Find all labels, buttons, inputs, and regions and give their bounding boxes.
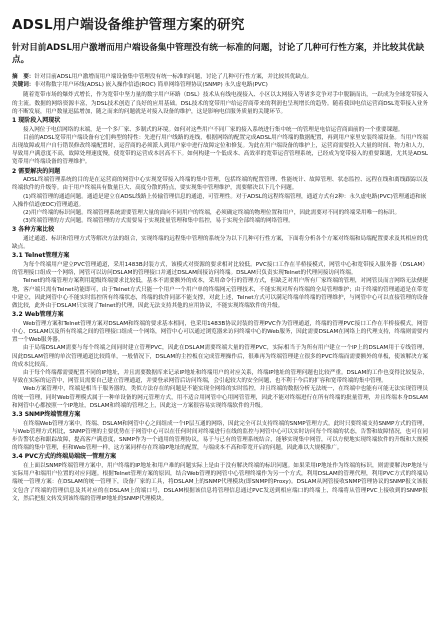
body-paragraph: ADSL终端管理系统的目的是在运营商的网管中心实现宽带接入终端的集中管理，包括终端的配置管理、性能统计、故障管理、状态监控、远程在线和离线跟踪以及终端软件的升级等。由于用户终端具有数量巨大、高度分散的特点，要实现集中管理维护，需要解决以下几个问题。	[12, 177, 428, 192]
section-heading: 3.3 SNMP终端管理方案	[12, 411, 81, 419]
keywords	[12, 81, 428, 89]
keywords-label: 关键词：	[12, 82, 35, 89]
section-heading: 3 各种方案比较	[12, 226, 55, 234]
body-paragraph: (1)终端管理的通道问题。通道是建立在ADSL线路上传输管理信息的通道，可管理性。对于ADSL的远程终端管理，通道方式有2种：永久虚电路(PVC)管理通道和嵌入操作信道(EOC)管理通道。	[12, 193, 427, 208]
abstract-label: 摘 要：	[12, 74, 35, 80]
section-heading: 2 需要解决的问题	[12, 167, 61, 175]
section-heading: 1 现阶段入网现状	[12, 117, 61, 125]
body-paragraph: 通过通道、标识和管理方式等解决方法的组合，实现终端的远程集中管理的系统分为以下几种可行性方案，下面将分析各个方案对终端和局端配置要求及其相应的优缺点。	[12, 236, 428, 251]
body-paragraph: 由于每个终端都需要配置不同的IP地址，并且需要数据库来记录IP地址和终端用户的对应关系，终端IP地址的管理问题也比较严重。DSLAM的工作也变得比较复杂，导致在实际的运营中，网管员需要自己建立管理通道，并要登录网管后访问终端，会引起较大的安全问题，也不利于今后的扩容和宽带终端的集中管理。	[12, 370, 428, 385]
abstract	[12, 73, 428, 81]
body-paragraph: 目前的ADSL宽带用户端设备有它们典型的特性：先进行用户线路的连线，根据网络的配置完成ADSL用户终端的数据配置，再到用户家里安装终端设备。当用户终端出现故障或用户自行错误修改终端配置时，运营商的必须派人到用户家中进行故障定位和修复。为此在用户端设备的维护上，运营商需要投入大量的时间、物力和人力，导致用户满意度不高，故障处理速度慢，使宽带的运营成本居高不下。如何构建一个低成本、高效率的宽带运营管理系统，已经成为宽带接入的重要课题，尤其是ADSL宽带用户终端设备的管理维护。	[12, 134, 428, 166]
abstract-text: 针对目前ADSL用户激增而用户端设备集中管理没有统一标准的问题，讨论了几种可行性方案，并比较其优缺点。	[34, 74, 313, 80]
body-paragraph: (2)用户终端的标识问题。终端管理系统需要管理大量的面向不同用户的终端，必须确定终端的物理位置和用户，因此需要对不同的终端采用唯一的标识。	[23, 210, 401, 217]
section-heading: 3.2 Web管理方案	[12, 311, 64, 319]
paper-body	[12, 91, 428, 503]
body-paragraph: 接入网位于电信网络的末端，是一个多厂家、多制式的环境。如何对这些用户不同厂家的接入系统进行集中统一的管理是电信运营商面前的一个重要课题。	[23, 126, 404, 133]
body-paragraph: 随着宽带市场的爆炸式增长，作为宽带中坚力量的数字用户环路（DSL）技术从有线电视接入、小区以太网接入等诸多竞争对手中脱颖而出，一跃成为全球宽带接入的主流。数据的网络资源丰富，为DSL技术创造了良好的应用基础。DSL技术的宽带用户给运营商带来的利润也呈现增长的趋势。随着我国电信运营商DSL宽带接入业务的不断发展，用户数量迅猛增加，随之而来的问题就是对接入设备的维护，这是影响电信服务质量的关键环节。	[12, 92, 428, 115]
body-paragraph: 在上面以SNMP终端管理方案中，用户终端的IP地址和用户难的问题实际上是由于没有解决终端的标识问题。如果采用IP地址作为终端的标识，则需要解决IP地址与实际用户和端用户位置的对应问题。根据Telnet管理方案的原因，结合Web管理的网管中心管理终端作为另一个方式，利用DSLAM的管理代理，利用PVC方式的终端局端统一管理方案：在DSLAM的统一管理下，设备厂家的工具，将DSLAM上的SNMP代理模块(即SNMP的Proxy)。DSLAM从网管接收SNMP管理协议的SNMP报文该报文包含了终端的管理信息及其对应的在DSLAM上的端口号，DSLAM根据该信息将管理信息通过PVC发送到相应端口的终端上，终端将从管理PVC上接收到的SNMP报文，然后把报文转发到该终端的管理IP地址的SNMP代理模块。	[12, 463, 428, 502]
keywords-text: 非对称数字用户环线(ADSL) 嵌入操作信道(ROC) 简单网络管理协议(SNMP) 永久虚电路(PVC)	[34, 82, 268, 89]
body-paragraph: 由于局端DSLAM需要与每个终端之间同时建立管理PVC，因此在DSLAM需要终端大量的管理PVC，实际相当于为所有用户建立一个IP上的DSLAM用于专线管理，因此DSLAM管理的单次管理通道比较简单，一般情况下，DSLAM的主控板在完成管理操作后，很难再为终端管理建立很多的PVC终端而需要额外的单板，使该解决方案的成本比较高。	[12, 345, 428, 368]
paper-intro: 针对目前ADSL用户激增而用户端设备集中管理没有统一标准的问题，讨论了几种可行性方案，并比较其优缺点。	[12, 43, 425, 65]
body-paragraph: Telnet的终端管理方案利用超级终端要求比较低，基本不需要额外的成本，采用命令行的管理方式，但缺乏对用户所有厂家终端的管理，对网管员而言网络无法便捷地，客户端只需有Telnet功能即可，由于Telnet方式只能一个用户一个用户单的终端网元管理技术，不能实现对所有终端的全局管理维护；由于终端的管理通道是在带宽中建立，因此网管中心不能实时监控所有终端状态，终端的软件同部不能支撑，对此上述，Telnet方式可以满足终端单终端的管理维护，与网管中心可以直接管理的设备做比较，此外由于DSLAM只实现了Telnet的代理，因此无法支持其他的应用协议，不能实现终端软件的升级。	[12, 278, 428, 310]
body-paragraph: Web管理方案和Telnet管理方案对DSLAM和终端的要求基本相同，也采用1483B协议封装的管理PVC作为管理通道，终端的管理PVC接口工作在半桥接模式，网管中心、DSLAM以及所有终端之间的管理接口组成一个网络，网管中心可以通过浏览器来访问终端中心的Web服务，因此需要DSLAM在网络上的代理支持，终端则需要内置一个Web服务器。	[12, 320, 428, 344]
section-heading: 3.1 Telnet管理方案	[12, 252, 70, 260]
body-paragraph: Web方案管理中，终端是相当于服务器的，类似方法存在的问题是不能实现全网络的实时监控，并且终端的数据分析无法统一，在终端中也能有可能无法实现管理员的统一管理，同时Web管理模式属于一种单设备的网元管理方式，用不适合用网管中心用网管管理，因此不能对终端进行在所有终端的批量管理，并且终端本身DSLAM和网管中心都按照一个IP地址，DSLAM和终端的管理之上，因此这一方案很容易实现终端软件的升级。	[12, 386, 428, 409]
section-heading: 3.4 PVC方式的终端局端统一管理方案	[12, 453, 117, 461]
body-paragraph: 在终端Web管理方案中，终端、DSLAM和网管中心之间组成一个IP层互通的网络，因此完全可以支持终端的SNMP管理方式。此时只要终端支持SNMP方式的管理，与Web管理方式相比，SNMP管理的主要优势在于网管中心可以在任何时间对终端进行在线的监控与网管中心可以实时访问每个终端的状态，告警和故障情况，也可在同步告警状态和跟踪故障，提高客户满意度，SNMP作为一个通用的管理协议，易于与已有的管理系统结合，能够实现集中网管，可以方便地实现终端软件的升级和大规模的终端的集中管理，但和Web管理一样，这方案同样存在终端IP地址的配置，与端成本不高和带宽开启的问题，因此难以大规模推广。	[12, 420, 428, 452]
body-paragraph: 为每个终端用户建立PVC管理通道，采用1483B封装方式，该模式对资源的要求相对比较低。PVC接口工作在半桥接模式，网管中心和宽带接入服务器（DSLAM）的管理接口组成一个网络，网管可以访问DSLAM的管理接口并通过DSLAM间接访问终端。DSLAM只负责实现Telnet的代理问接访问终端。	[12, 262, 428, 277]
body-paragraph: (3)终端管理的方式问题。终端管理的方式需要易于实现批量管理和集中监控，易于实现全部终端的网络管理。	[23, 218, 294, 225]
paper-title: ADSL用户端设备维护管理方案的研究	[12, 17, 245, 33]
